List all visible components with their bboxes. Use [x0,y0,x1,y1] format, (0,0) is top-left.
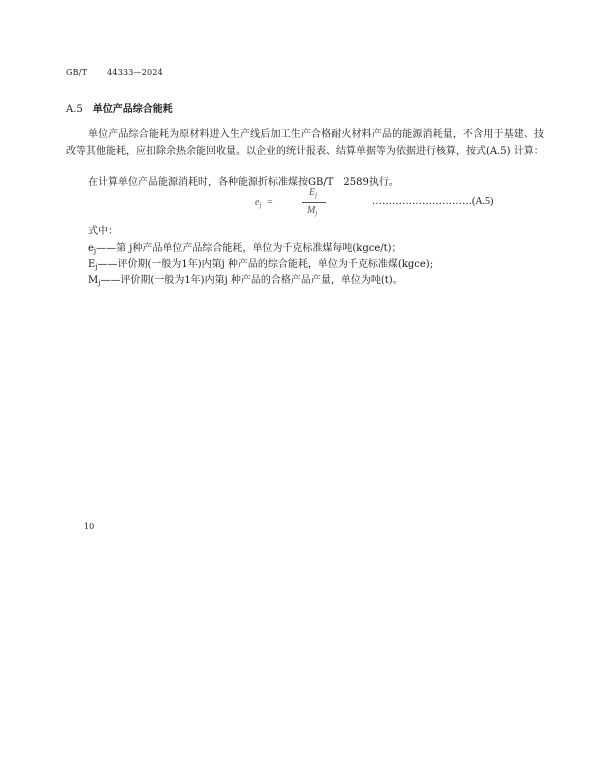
formula-label: (A.5) [472,196,494,207]
dot-leader: ………………………… [372,196,472,207]
page-number: 10 [84,522,95,531]
formula-numerator: $E_j$ [309,187,318,199]
formula-number [372,196,493,207]
definition-item: $E_j——$评价期(一般为1年)内第j 种产品的综合能耗，单位为千克标准煤(kgce); [88,259,434,271]
formula-equals: = [267,197,273,208]
section-heading [66,100,173,115]
where-label: 式中： [88,226,118,237]
definition-item: $e_j——$第 j种产品单位产品综合能耗，单位为千克标准煤每吨(kgce/t)； [88,243,402,255]
paragraph-conversion: 在计算单位产品能源消耗时，各种能源折标准煤按GB/T 2589执行。 [88,177,399,188]
formula-a5 [255,185,355,221]
fraction-bar [302,202,326,203]
section-title: 单位产品综合能耗 [92,104,173,115]
definition-item: $M_j——$评价期(一般为1年)内第j 种产品的合格产品产量，单位为吨(t)。 [88,275,403,287]
formula-lhs: $e_j$ [255,197,262,209]
paragraph-definition: 单位产品综合能耗为原材料进入生产线后加工生产合格耐火材料产品的能源消耗量，不含用于基建、技改等其他能耗，应扣除余热余能回收量。以企业的统计报表、结算单据等为依据进行核算，按式(A.5) 计算： [66,129,544,157]
formula-denominator: $M_j$ [307,205,318,217]
standard-number: 44333—2024 [107,68,163,77]
standard-code: GB/T [66,68,88,77]
section-id: A.5 [66,104,83,115]
standard-header [66,68,163,77]
